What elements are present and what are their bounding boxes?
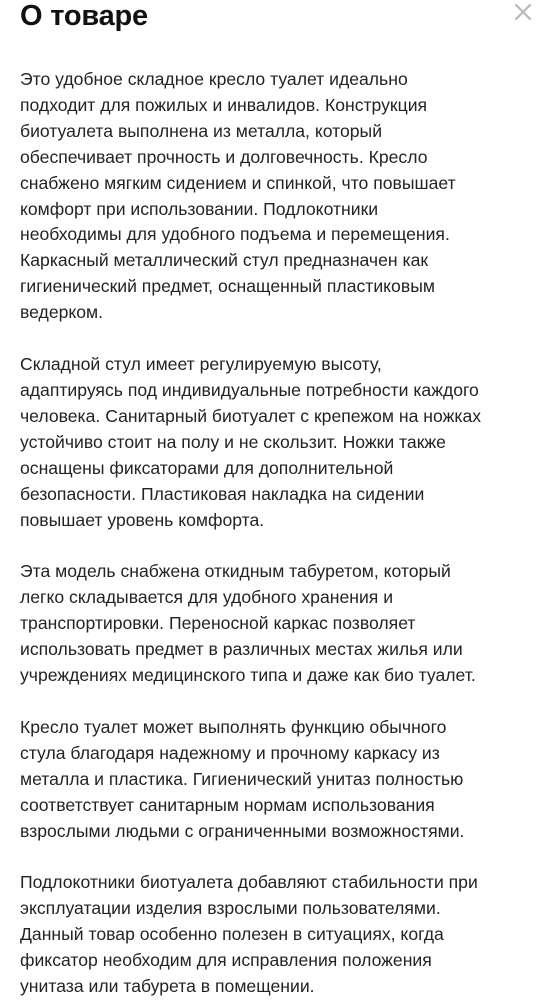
description-paragraph-3: Эта модель снабжена откидным табуретом, который легко складывается для удобного хранения и транспортировки. Переносной каркас позволяет использовать предмет в различных местах жилья или учреждениях медицинского типа и даже как био туалет. <box>20 561 476 686</box>
description-paragraph-5: Подлокотники биотуалета добавляют стабильности при эксплуатации изделия взрослыми пользователями. Данный товар особенно полезен в ситуациях, когда фиксатор необходим для исправления положения унитаза или табурета в помещении. <box>20 872 478 997</box>
description-paragraph-1: Это удобное складное кресло туалет идеально подходит для пожилых и инвалидов. Конструкция биотуалета выполнена из металла, который обеспечивает прочность и долговечность. Кресло снабжено мягким сидением и спинкой, что повышает комфорт при использовании. Подлокотники необходимы для удобного подъема и перемещения. Каркасный металлический стул предназначен как гигиенический предмет, оснащенный пластиковым ведерком. <box>20 69 456 323</box>
description-paragraph-2: Складной стул имеет регулируемую высоту, адаптируясь под индивидуальные потребности каждого человека. Санитарный биотуалет с крепежом на ножках устойчиво стоит на полу и не скользит. Ножки также оснащены фиксаторами для дополнительной безопасности. Пластиковая накладка на сидении повышает уровень комфорта. <box>20 354 482 530</box>
close-button[interactable] <box>511 0 535 24</box>
close-icon <box>511 0 535 24</box>
sheet-header <box>0 0 547 48</box>
description-text <box>20 67 534 1000</box>
page-title: О товаре <box>20 0 148 32</box>
description-paragraph-4: Кресло туалет может выполнять функцию обычного стула благодаря надежному и прочному каркасу из металла и пластика. Гигиенический унитаз полностью соответствует санитарным нормам использования взрослыми людьми с ограниченными возможностями. <box>20 716 465 841</box>
